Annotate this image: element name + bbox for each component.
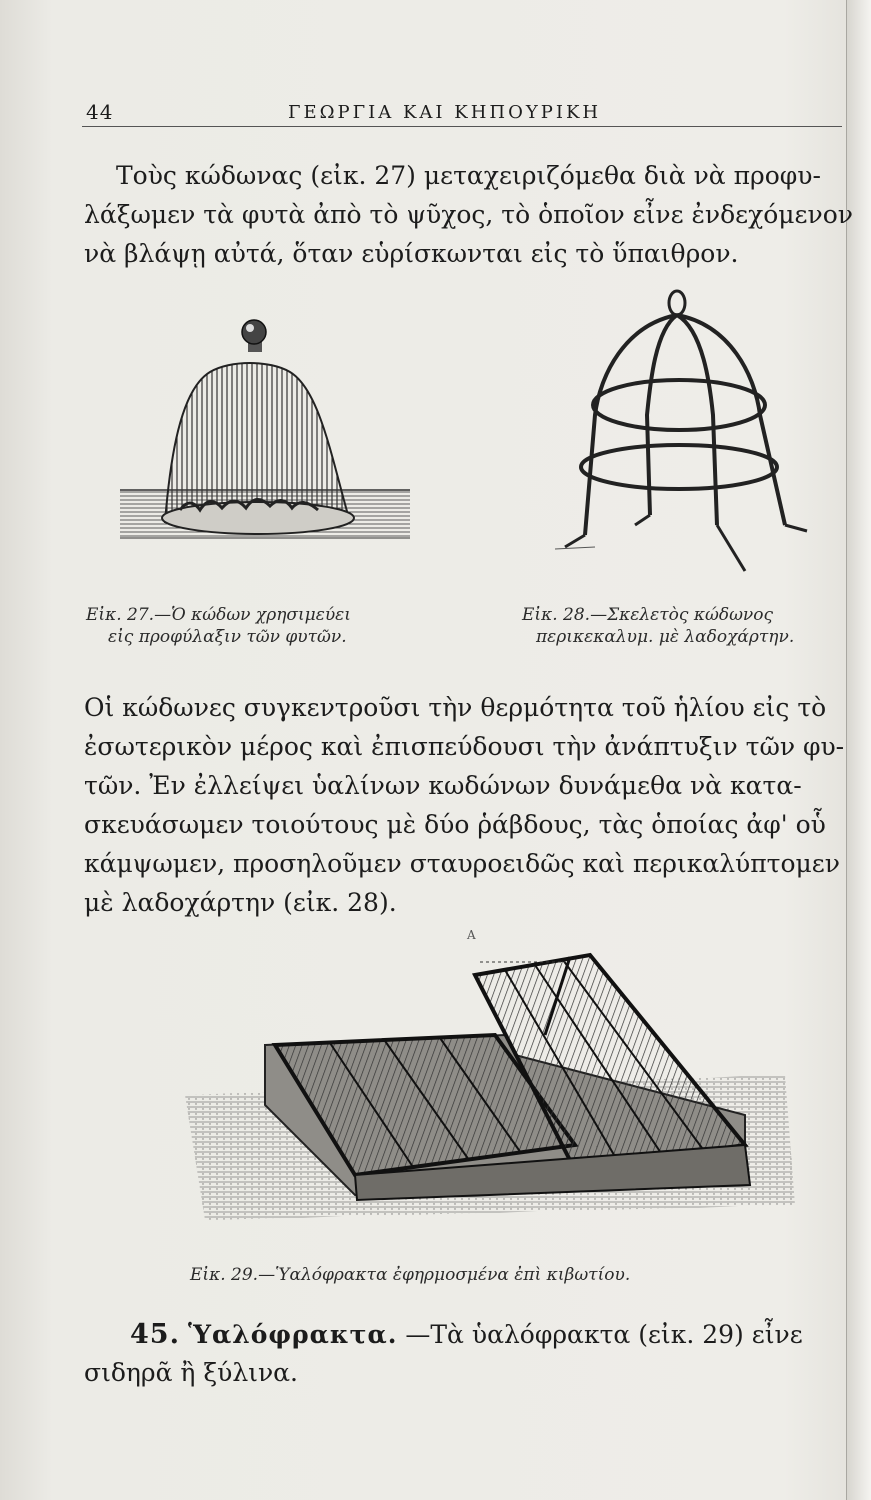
caption-line: Εἰκ. 27.—Ὁ κώδων χρησιμεύει xyxy=(86,605,351,625)
caption-line: εἰς προφύλαξιν τῶν φυτῶν. xyxy=(108,627,347,647)
section-title: Ὑαλόφρακτα. xyxy=(187,1320,398,1349)
bell-frame-illustration xyxy=(555,285,815,585)
figure-29-caption: Εἰκ. 29.—Ὑαλόφρακτα ἐφηρμοσμένα ἐπὶ κιβωτίου. xyxy=(190,1265,631,1285)
text-line: Τοὺς κώδωνας (εἰκ. 27) μεταχειριζόμεθα διὰ νὰ προφυ- xyxy=(116,161,821,190)
text-line: λάξωμεν τὰ φυτὰ ἀπὸ τὸ ψῦχος, τὸ ὁποῖον εἶνε ἐνδεχόμενον xyxy=(84,200,853,229)
intro-paragraph xyxy=(84,156,852,273)
text-line: τῶν. Ἐν ἐλλείψει ὑαλίνων κωδώνων δυνάμεθα νὰ κατα- xyxy=(84,771,802,800)
text-line: μὲ λαδοχάρτην (εἰκ. 28). xyxy=(84,888,397,917)
text-line: νὰ βλάψῃ αὐτά, ὅταν εὑρίσκωνται εἰς τὸ ὕπαιθρον. xyxy=(84,239,739,268)
text-line: κάμψωμεν, προσηλοῦμεν σταυροειδῶς καὶ περικαλύπτομεν xyxy=(84,849,840,878)
page-number: 44 xyxy=(86,100,114,124)
figure-28-caption xyxy=(522,604,794,648)
section-heading-line xyxy=(130,1318,860,1352)
figure-27-caption xyxy=(86,604,351,648)
text-line: σκευάσωμεν τοιούτους μὲ δύο ῥάβδους, τὰς ὁποίας ἀφ' οὗ xyxy=(84,810,826,839)
header-rule xyxy=(82,126,842,127)
caption-line: περικεκαλυμ. μὲ λαδοχάρτην. xyxy=(536,627,795,647)
page-header-title: ΓΕΩΡΓΙΑ ΚΑΙ ΚΗΠΟΥΡΙΚΗ xyxy=(288,102,602,123)
cold-frame-illustration xyxy=(185,945,795,1235)
section-text: —Τὰ ὑαλόφρακτα (εἰκ. 29) εἶνε xyxy=(405,1320,803,1349)
section-continuation: σιδηρᾶ ἢ ξύλινα. xyxy=(84,1358,298,1387)
text-line: Οἱ κώδωνες συγκεντροῦσι τὴν θερμότητα τοῦ ἡλίου εἰς τὸ xyxy=(84,693,827,722)
caption-line: Εἰκ. 28.—Σκελετὸς κώδωνος xyxy=(522,605,774,625)
section-number: 45. xyxy=(130,1319,180,1350)
text-line: ἐσωτερικὸν μέρος καὶ ἐπισπεύδουσι τὴν ἀνάπτυξιν τῶν φυ- xyxy=(84,732,845,761)
bell-cloche-illustration xyxy=(110,310,420,580)
body-paragraph xyxy=(84,688,852,922)
running-head xyxy=(80,96,840,130)
figure-29-marker: Α xyxy=(467,928,476,942)
